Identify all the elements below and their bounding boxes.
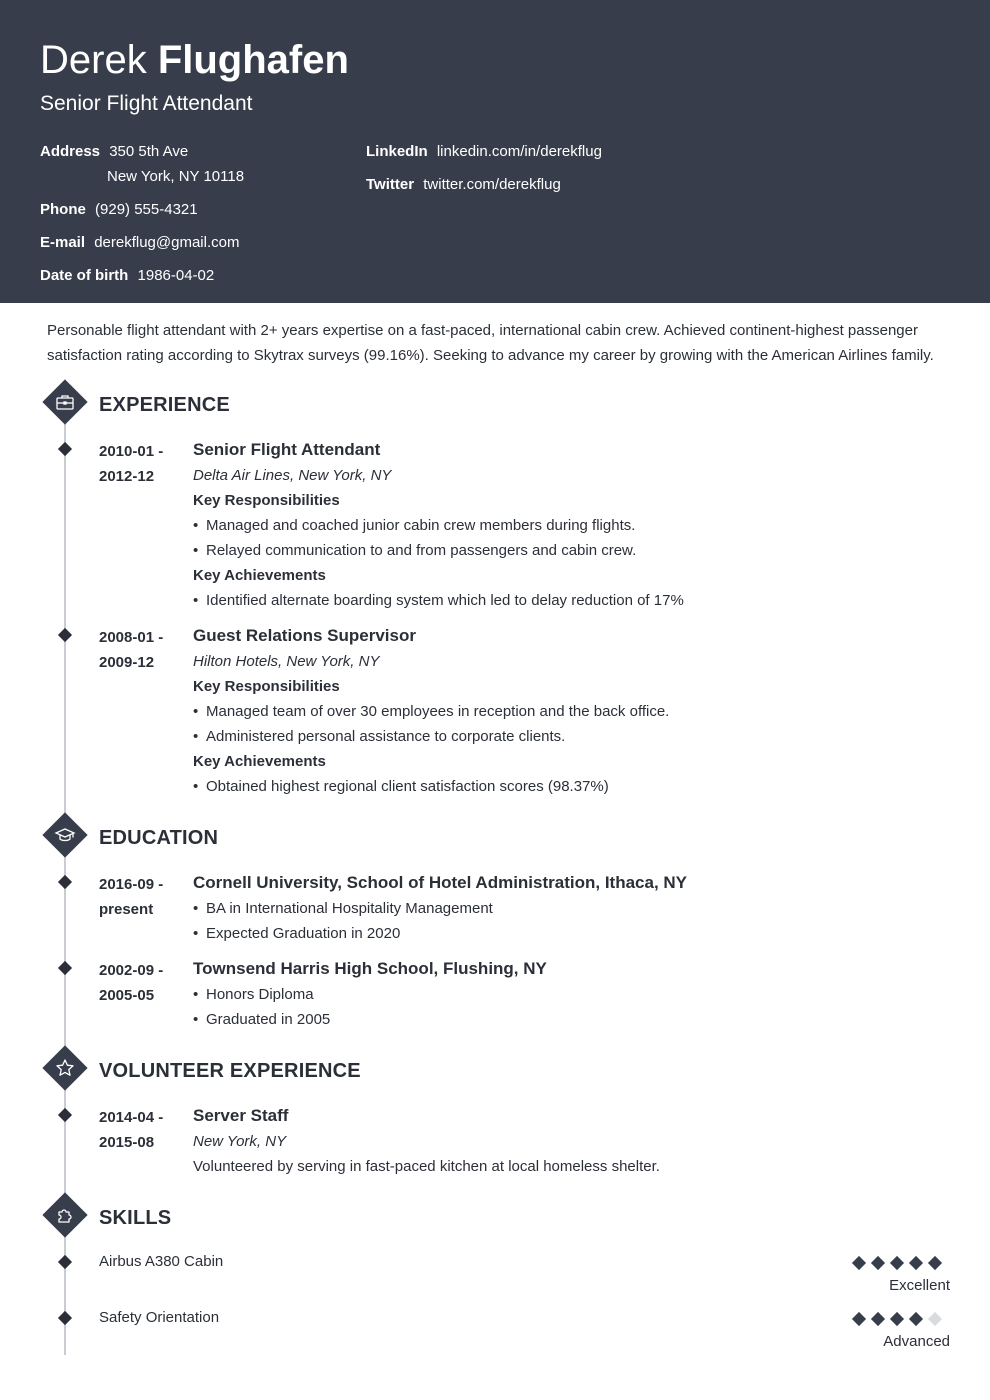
timeline-dot: [58, 961, 72, 975]
first-name: Derek: [40, 38, 147, 82]
entry-date: 2010-01 - 2012-12: [99, 443, 164, 485]
timeline-dot: [58, 1311, 72, 1325]
entry-date: 2008-01 - 2009-12: [99, 629, 164, 671]
rating-diamond: [871, 1256, 885, 1270]
address-label: Address: [40, 143, 101, 160]
candidate-name: [40, 36, 349, 84]
entry-title: Server Staff: [193, 1106, 289, 1125]
list-item: • Graduated in 2005: [193, 1007, 933, 1032]
education-entry: [193, 870, 933, 946]
address-value: 350 5th Ave: [109, 143, 189, 160]
education-heading: EDUCATION: [99, 827, 219, 849]
linkedin-label: LinkedIn: [366, 143, 428, 160]
skill-level: Excellent: [889, 1277, 950, 1294]
rating-diamond: [909, 1256, 923, 1270]
entry-company: Delta Air Lines, New York, NY: [193, 467, 392, 484]
twitter-row: [366, 175, 561, 195]
responsibilities-heading: Key Responsibilities: [193, 678, 340, 695]
timeline-dot: [58, 442, 72, 456]
puzzle-piece-icon: [43, 1193, 87, 1237]
rating-diamond: [852, 1256, 866, 1270]
rating-diamond: [928, 1312, 942, 1326]
last-name: Flughafen: [157, 38, 349, 82]
entry-date: 2014-04 - 2015-08: [99, 1109, 164, 1151]
timeline-dot: [58, 1108, 72, 1122]
phone-row: [40, 200, 198, 220]
twitter-link[interactable]: twitter.com/derekflug: [423, 176, 561, 193]
twitter-label: Twitter: [366, 176, 415, 193]
entry-title: Senior Flight Attendant: [193, 440, 381, 459]
phone-label: Phone: [40, 201, 86, 218]
timeline-dot: [58, 875, 72, 889]
graduation-cap-icon: [43, 813, 87, 857]
entry-title: Cornell University, School of Hotel Administration, Ithaca, NY: [193, 873, 688, 892]
email-label: E-mail: [40, 234, 86, 251]
entry-location: New York, NY: [193, 1133, 287, 1150]
rating-diamond: [890, 1312, 904, 1326]
candidate-title: Senior Flight Attendant: [40, 92, 253, 115]
list-item: • Identified alternate boarding system which led to delay reduction of 17%: [193, 588, 933, 613]
volunteer-entry: [193, 1103, 933, 1179]
list-item: • Honors Diploma: [193, 982, 933, 1007]
star-icon: [43, 1046, 87, 1090]
list-item: • Managed team of over 30 employees in reception and the back office.: [193, 699, 933, 724]
volunteer-heading: VOLUNTEER EXPERIENCE: [99, 1060, 361, 1082]
skills-heading: SKILLS: [99, 1207, 172, 1229]
education-entry: [193, 956, 933, 1032]
skill-level: Advanced: [883, 1333, 950, 1350]
entry-title: Guest Relations Supervisor: [193, 626, 416, 645]
phone-value: (929) 555-4321: [95, 201, 198, 218]
skill-rating: [850, 1311, 950, 1327]
timeline-dot: [58, 1255, 72, 1269]
rating-diamond: [928, 1256, 942, 1270]
email-value: derekflug@gmail.com: [94, 234, 240, 251]
rating-diamond: [890, 1256, 904, 1270]
list-item: • Administered personal assistance to corporate clients.: [193, 724, 933, 749]
entry-company: Hilton Hotels, New York, NY: [193, 653, 380, 670]
list-item: • Managed and coached junior cabin crew members during flights.: [193, 513, 933, 538]
experience-entry: [193, 437, 933, 613]
experience-entry: [193, 623, 933, 799]
address-line-2: New York, NY 10118: [107, 168, 245, 185]
rating-diamond: [852, 1312, 866, 1326]
skill-rating: [850, 1255, 950, 1271]
list-item: • Expected Graduation in 2020: [193, 921, 933, 946]
dob-row: [40, 266, 214, 286]
timeline-dot: [58, 628, 72, 642]
list-item: • BA in International Hospitality Management: [193, 896, 933, 921]
entry-date: 2002-09 - 2005-05: [99, 962, 164, 1004]
skill-name: Airbus A380 Cabin: [99, 1253, 224, 1270]
entry-title: Townsend Harris High School, Flushing, NY: [193, 959, 547, 978]
dob-value: 1986-04-02: [137, 267, 215, 284]
resume-header: [0, 0, 990, 303]
rating-diamond: [909, 1312, 923, 1326]
linkedin-link[interactable]: linkedin.com/in/derekflug: [436, 143, 602, 160]
profile-summary: Personable flight attendant with 2+ years expertise on a fast-paced, international cabin crew. Achieved continent-highest passenger satisfaction rating according to Skytrax surveys (99.16%). Seeking to advance my career by growing with the American Airlines family.: [47, 322, 934, 364]
experience-heading: EXPERIENCE: [99, 394, 230, 416]
linkedin-row: [366, 142, 602, 162]
email-row: [40, 233, 239, 253]
achievements-heading: Key Achievements: [193, 567, 326, 584]
entry-description: Volunteered by serving in fast-paced kitchen at local homeless shelter.: [193, 1158, 660, 1175]
list-item: • Relayed communication to and from passengers and cabin crew.: [193, 538, 933, 563]
entry-date: 2016-09 - present: [99, 876, 164, 918]
dob-label: Date of birth: [40, 267, 129, 284]
achievements-heading: Key Achievements: [193, 753, 326, 770]
list-item: • Obtained highest regional client satisfaction scores (98.37%): [193, 774, 933, 799]
briefcase-icon: [43, 380, 87, 424]
rating-diamond: [871, 1312, 885, 1326]
address-line-1: [40, 142, 188, 162]
responsibilities-heading: Key Responsibilities: [193, 492, 340, 509]
skill-name: Safety Orientation: [99, 1309, 220, 1326]
